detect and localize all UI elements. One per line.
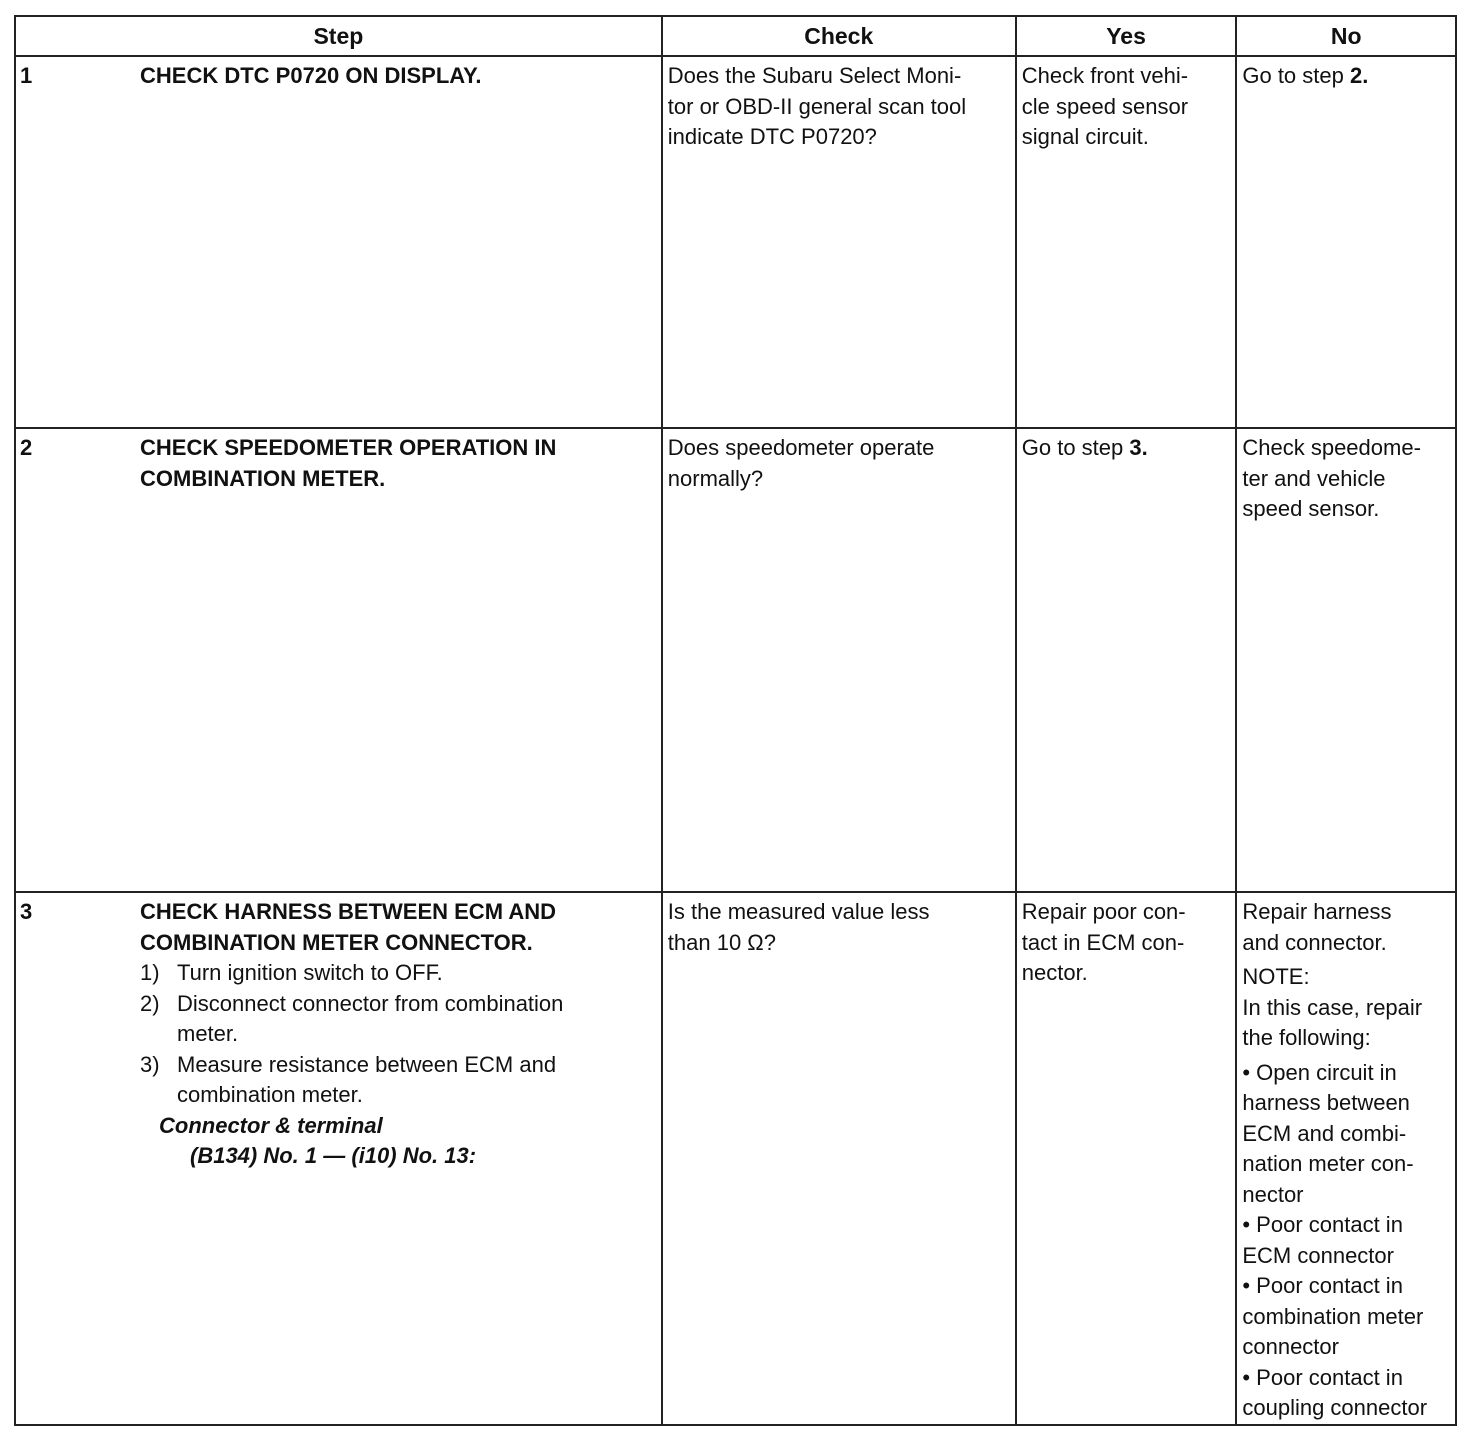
step-cell bbox=[15, 892, 662, 1425]
note-heading: NOTE: bbox=[1242, 964, 1310, 989]
bullet-list bbox=[1242, 1058, 1450, 1424]
yes-text: Check front vehi- cle speed sensor signal circuit. bbox=[1021, 63, 1189, 149]
substep-text: Disconnect connector from combination meter. bbox=[177, 990, 564, 1046]
step-title-line: CHECK SPEEDOMETER OPERATION IN bbox=[140, 435, 557, 460]
note-text: In this case, repair the following: bbox=[1242, 994, 1423, 1050]
goto-step: 3. bbox=[1129, 435, 1148, 460]
substep-list bbox=[140, 958, 655, 1111]
connector-label: Connector & terminal bbox=[159, 1112, 383, 1138]
goto-label: Go to step bbox=[1242, 63, 1350, 88]
list-item bbox=[140, 958, 655, 989]
header-check: Check bbox=[662, 16, 1016, 56]
no-cell bbox=[1236, 56, 1456, 428]
check-text: Does speedometer operate normally? bbox=[667, 435, 935, 491]
substep-number: 1) bbox=[140, 960, 160, 985]
step-title-line: COMBINATION METER. bbox=[140, 465, 386, 491]
no-cell bbox=[1236, 892, 1456, 1425]
list-item: • Poor contact in coupling connector bbox=[1242, 1364, 1428, 1420]
substep-number: 2) bbox=[140, 990, 160, 1016]
step-title-line: COMBINATION METER CONNECTOR. bbox=[140, 929, 533, 955]
no-text bbox=[1237, 57, 1455, 92]
check-text: Is the measured value less than 10 Ω? bbox=[667, 899, 930, 955]
diagnostic-table bbox=[14, 15, 1457, 1426]
yes-text: Repair poor con- tact in ECM con- nector. bbox=[1021, 899, 1186, 985]
no-text bbox=[1237, 893, 1455, 1424]
step-number: 2 bbox=[20, 435, 33, 460]
substep-number: 3) bbox=[140, 1051, 160, 1077]
substep-text: Turn ignition switch to OFF. bbox=[177, 960, 443, 985]
no-cell bbox=[1236, 428, 1456, 892]
no-main-text: Repair harness and connector. bbox=[1242, 899, 1392, 955]
step-number: 1 bbox=[20, 63, 33, 88]
yes-cell bbox=[1016, 428, 1237, 892]
check-cell bbox=[662, 56, 1016, 428]
list-item bbox=[140, 989, 655, 1050]
no-text: Check speedome- ter and vehicle speed sensor. bbox=[1242, 435, 1421, 521]
list-item: • Open circuit in harness between ECM and combi- nation meter con- nector bbox=[1242, 1059, 1414, 1207]
goto-label: Go to step bbox=[1021, 435, 1130, 460]
header-step: Step bbox=[15, 16, 662, 56]
yes-cell bbox=[1016, 56, 1237, 428]
step-title: CHECK DTC P0720 ON DISPLAY. bbox=[140, 63, 482, 88]
goto-step: 2. bbox=[1349, 63, 1369, 88]
header-yes: Yes bbox=[1016, 16, 1237, 56]
header-row bbox=[15, 16, 1456, 56]
connector-spec: (B134) No. 1 — (i10) No. 13: bbox=[190, 1143, 477, 1168]
header-no: No bbox=[1236, 16, 1456, 56]
table-row bbox=[15, 428, 1456, 892]
yes-text bbox=[1017, 429, 1236, 464]
step-cell bbox=[15, 56, 662, 428]
step-cell bbox=[15, 428, 662, 892]
check-cell bbox=[662, 892, 1016, 1425]
check-cell bbox=[662, 428, 1016, 892]
step-number: 3 bbox=[20, 899, 33, 924]
list-item: • Poor contact in ECM connector bbox=[1242, 1212, 1403, 1268]
substep-text: Measure resistance between ECM and combination meter. bbox=[177, 1051, 557, 1107]
step-title-line: CHECK HARNESS BETWEEN ECM AND bbox=[140, 899, 556, 924]
list-item: • Poor contact in combination meter connector bbox=[1242, 1273, 1424, 1359]
table-row bbox=[15, 892, 1456, 1425]
table-row bbox=[15, 56, 1456, 428]
check-text: Does the Subaru Select Moni- tor or OBD-II general scan tool indicate DTC P0720? bbox=[667, 63, 967, 149]
list-item bbox=[140, 1050, 655, 1111]
yes-cell bbox=[1016, 892, 1237, 1425]
